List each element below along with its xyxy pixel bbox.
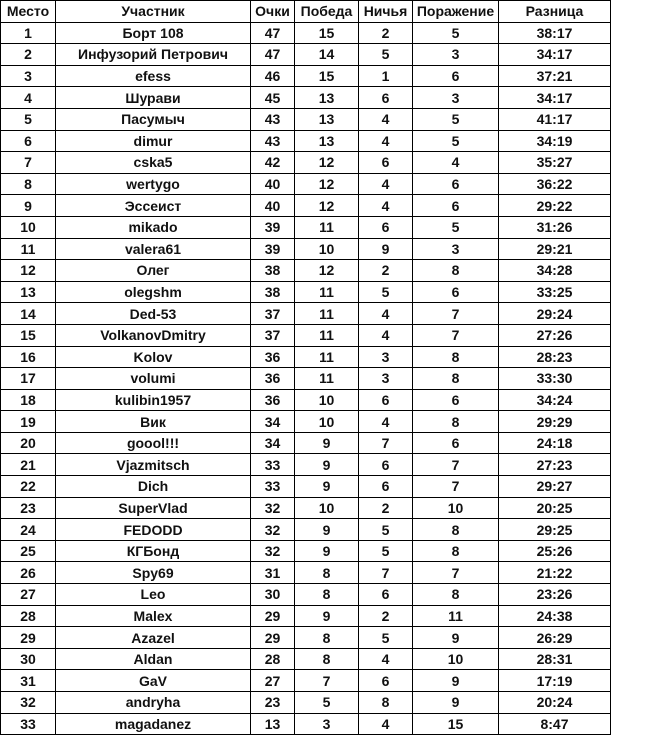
cell-losses: 5: [413, 216, 499, 238]
cell-goal-diff: 34:24: [499, 389, 611, 411]
cell-place: 31: [1, 670, 56, 692]
cell-participant: Leo: [56, 584, 251, 606]
cell-place: 17: [1, 368, 56, 390]
cell-participant: mikado: [56, 216, 251, 238]
cell-points: 46: [251, 65, 295, 87]
cell-draws: 5: [359, 540, 413, 562]
cell-points: 47: [251, 22, 295, 44]
cell-losses: 5: [413, 108, 499, 130]
cell-points: 36: [251, 368, 295, 390]
cell-draws: 2: [359, 260, 413, 282]
cell-losses: 7: [413, 303, 499, 325]
cell-participant: Борт 108: [56, 22, 251, 44]
cell-wins: 8: [295, 562, 359, 584]
cell-losses: 3: [413, 87, 499, 109]
table-row: [1, 497, 611, 519]
table-row: [1, 216, 611, 238]
table-row: [1, 260, 611, 282]
cell-goal-diff: 29:22: [499, 195, 611, 217]
cell-goal-diff: 20:24: [499, 692, 611, 714]
cell-place: 5: [1, 108, 56, 130]
cell-place: 24: [1, 519, 56, 541]
cell-wins: 11: [295, 368, 359, 390]
cell-points: 34: [251, 411, 295, 433]
cell-points: 29: [251, 627, 295, 649]
cell-points: 33: [251, 454, 295, 476]
cell-points: 30: [251, 584, 295, 606]
cell-losses: 3: [413, 238, 499, 260]
cell-wins: 15: [295, 65, 359, 87]
cell-place: 3: [1, 65, 56, 87]
table-row: [1, 584, 611, 606]
cell-place: 25: [1, 540, 56, 562]
cell-draws: 5: [359, 44, 413, 66]
cell-draws: 6: [359, 87, 413, 109]
cell-participant: Malex: [56, 605, 251, 627]
table-row: [1, 22, 611, 44]
table-header: [1, 1, 611, 23]
cell-participant: andryha: [56, 692, 251, 714]
table-row: [1, 87, 611, 109]
cell-points: 38: [251, 281, 295, 303]
cell-draws: 6: [359, 454, 413, 476]
cell-participant: Dich: [56, 476, 251, 498]
cell-participant: Шурави: [56, 87, 251, 109]
cell-participant: GaV: [56, 670, 251, 692]
table-row: [1, 692, 611, 714]
cell-place: 11: [1, 238, 56, 260]
cell-draws: 5: [359, 519, 413, 541]
cell-losses: 7: [413, 454, 499, 476]
cell-participant: efess: [56, 65, 251, 87]
cell-participant: cska5: [56, 152, 251, 174]
cell-points: 37: [251, 303, 295, 325]
cell-losses: 10: [413, 648, 499, 670]
cell-wins: 10: [295, 238, 359, 260]
cell-goal-diff: 28:31: [499, 648, 611, 670]
cell-points: 27: [251, 670, 295, 692]
cell-participant: magadanez: [56, 713, 251, 735]
cell-draws: 6: [359, 389, 413, 411]
cell-participant: Azazel: [56, 627, 251, 649]
cell-losses: 15: [413, 713, 499, 735]
cell-points: 43: [251, 108, 295, 130]
cell-points: 29: [251, 605, 295, 627]
cell-draws: 2: [359, 22, 413, 44]
cell-draws: 4: [359, 130, 413, 152]
cell-place: 23: [1, 497, 56, 519]
cell-draws: 3: [359, 346, 413, 368]
table-row: [1, 670, 611, 692]
table-row: [1, 152, 611, 174]
cell-goal-diff: 34:28: [499, 260, 611, 282]
column-header-participant: Участник: [56, 1, 251, 23]
cell-wins: 8: [295, 584, 359, 606]
cell-wins: 10: [295, 411, 359, 433]
cell-losses: 6: [413, 173, 499, 195]
cell-goal-diff: 23:26: [499, 584, 611, 606]
table-row: [1, 368, 611, 390]
table-row: [1, 454, 611, 476]
cell-points: 47: [251, 44, 295, 66]
cell-wins: 13: [295, 108, 359, 130]
cell-place: 18: [1, 389, 56, 411]
cell-wins: 12: [295, 152, 359, 174]
cell-participant: Ded-53: [56, 303, 251, 325]
cell-points: 36: [251, 389, 295, 411]
cell-losses: 6: [413, 65, 499, 87]
cell-place: 32: [1, 692, 56, 714]
cell-goal-diff: 17:19: [499, 670, 611, 692]
cell-points: 13: [251, 713, 295, 735]
header-row: [1, 1, 611, 23]
cell-draws: 4: [359, 648, 413, 670]
cell-draws: 6: [359, 670, 413, 692]
cell-place: 8: [1, 173, 56, 195]
cell-wins: 11: [295, 324, 359, 346]
cell-draws: 5: [359, 281, 413, 303]
cell-losses: 6: [413, 432, 499, 454]
table-row: [1, 324, 611, 346]
cell-points: 38: [251, 260, 295, 282]
cell-place: 27: [1, 584, 56, 606]
table-row: [1, 411, 611, 433]
cell-place: 7: [1, 152, 56, 174]
cell-participant: olegshm: [56, 281, 251, 303]
cell-goal-diff: 26:29: [499, 627, 611, 649]
cell-participant: Инфузорий Петрович: [56, 44, 251, 66]
cell-place: 1: [1, 22, 56, 44]
cell-place: 30: [1, 648, 56, 670]
cell-losses: 9: [413, 627, 499, 649]
cell-losses: 3: [413, 44, 499, 66]
cell-participant: Вик: [56, 411, 251, 433]
cell-wins: 7: [295, 670, 359, 692]
cell-goal-diff: 29:29: [499, 411, 611, 433]
cell-goal-diff: 27:23: [499, 454, 611, 476]
cell-place: 6: [1, 130, 56, 152]
column-header-wins: Победа: [295, 1, 359, 23]
cell-points: 36: [251, 346, 295, 368]
cell-goal-diff: 33:30: [499, 368, 611, 390]
cell-points: 37: [251, 324, 295, 346]
cell-goal-diff: 38:17: [499, 22, 611, 44]
cell-wins: 11: [295, 303, 359, 325]
cell-place: 16: [1, 346, 56, 368]
cell-draws: 7: [359, 562, 413, 584]
table-row: [1, 476, 611, 498]
cell-wins: 11: [295, 346, 359, 368]
cell-losses: 11: [413, 605, 499, 627]
cell-wins: 12: [295, 195, 359, 217]
column-header-points: Очки: [251, 1, 295, 23]
cell-goal-diff: 29:25: [499, 519, 611, 541]
cell-draws: 4: [359, 195, 413, 217]
cell-participant: Олег: [56, 260, 251, 282]
cell-wins: 14: [295, 44, 359, 66]
cell-goal-diff: 34:19: [499, 130, 611, 152]
column-header-place: Место: [1, 1, 56, 23]
cell-wins: 9: [295, 519, 359, 541]
cell-points: 43: [251, 130, 295, 152]
cell-place: 2: [1, 44, 56, 66]
cell-wins: 10: [295, 389, 359, 411]
cell-place: 29: [1, 627, 56, 649]
cell-place: 12: [1, 260, 56, 282]
cell-draws: 4: [359, 411, 413, 433]
cell-draws: 2: [359, 605, 413, 627]
cell-wins: 8: [295, 627, 359, 649]
cell-goal-diff: 8:47: [499, 713, 611, 735]
cell-losses: 5: [413, 22, 499, 44]
cell-goal-diff: 28:23: [499, 346, 611, 368]
cell-wins: 13: [295, 130, 359, 152]
cell-losses: 9: [413, 692, 499, 714]
cell-goal-diff: 36:22: [499, 173, 611, 195]
table-row: [1, 238, 611, 260]
cell-goal-diff: 35:27: [499, 152, 611, 174]
cell-losses: 8: [413, 346, 499, 368]
table-row: [1, 195, 611, 217]
cell-goal-diff: 24:18: [499, 432, 611, 454]
column-header-losses: Поражение: [413, 1, 499, 23]
cell-draws: 9: [359, 238, 413, 260]
table-row: [1, 605, 611, 627]
cell-points: 45: [251, 87, 295, 109]
cell-wins: 15: [295, 22, 359, 44]
table-body: [1, 22, 611, 735]
cell-losses: 5: [413, 130, 499, 152]
cell-points: 40: [251, 173, 295, 195]
cell-losses: 8: [413, 519, 499, 541]
cell-draws: 6: [359, 216, 413, 238]
cell-wins: 9: [295, 476, 359, 498]
cell-points: 42: [251, 152, 295, 174]
cell-participant: VolkanovDmitry: [56, 324, 251, 346]
cell-draws: 6: [359, 152, 413, 174]
cell-draws: 4: [359, 324, 413, 346]
cell-draws: 4: [359, 173, 413, 195]
cell-place: 21: [1, 454, 56, 476]
cell-draws: 5: [359, 627, 413, 649]
cell-losses: 9: [413, 670, 499, 692]
cell-losses: 8: [413, 260, 499, 282]
cell-wins: 12: [295, 173, 359, 195]
cell-points: 32: [251, 540, 295, 562]
cell-participant: Spy69: [56, 562, 251, 584]
cell-draws: 6: [359, 584, 413, 606]
table-row: [1, 519, 611, 541]
cell-draws: 2: [359, 497, 413, 519]
table-row: [1, 44, 611, 66]
cell-participant: Aldan: [56, 648, 251, 670]
cell-draws: 3: [359, 368, 413, 390]
cell-points: 33: [251, 476, 295, 498]
table-row: [1, 346, 611, 368]
cell-wins: 3: [295, 713, 359, 735]
cell-draws: 1: [359, 65, 413, 87]
cell-wins: 9: [295, 454, 359, 476]
table-row: [1, 303, 611, 325]
cell-place: 15: [1, 324, 56, 346]
cell-goal-diff: 24:38: [499, 605, 611, 627]
cell-place: 4: [1, 87, 56, 109]
cell-goal-diff: 27:26: [499, 324, 611, 346]
table-row: [1, 130, 611, 152]
cell-points: 23: [251, 692, 295, 714]
cell-points: 31: [251, 562, 295, 584]
table-row: [1, 627, 611, 649]
cell-losses: 8: [413, 368, 499, 390]
cell-place: 22: [1, 476, 56, 498]
cell-goal-diff: 41:17: [499, 108, 611, 130]
cell-participant: goool!!!: [56, 432, 251, 454]
cell-wins: 9: [295, 432, 359, 454]
cell-wins: 5: [295, 692, 359, 714]
cell-draws: 6: [359, 476, 413, 498]
cell-wins: 9: [295, 540, 359, 562]
cell-participant: Эссеист: [56, 195, 251, 217]
table-row: [1, 173, 611, 195]
table-row: [1, 65, 611, 87]
cell-place: 14: [1, 303, 56, 325]
cell-place: 28: [1, 605, 56, 627]
cell-losses: 6: [413, 195, 499, 217]
cell-goal-diff: 20:25: [499, 497, 611, 519]
cell-participant: volumi: [56, 368, 251, 390]
cell-participant: wertygo: [56, 173, 251, 195]
cell-points: 32: [251, 519, 295, 541]
cell-losses: 8: [413, 540, 499, 562]
cell-points: 34: [251, 432, 295, 454]
cell-losses: 8: [413, 411, 499, 433]
cell-points: 39: [251, 216, 295, 238]
cell-goal-diff: 21:22: [499, 562, 611, 584]
cell-participant: КГБонд: [56, 540, 251, 562]
cell-wins: 13: [295, 87, 359, 109]
table-row: [1, 648, 611, 670]
cell-goal-diff: 29:24: [499, 303, 611, 325]
cell-losses: 8: [413, 584, 499, 606]
cell-place: 19: [1, 411, 56, 433]
cell-participant: dimur: [56, 130, 251, 152]
cell-losses: 4: [413, 152, 499, 174]
cell-points: 28: [251, 648, 295, 670]
table-row: [1, 713, 611, 735]
cell-wins: 11: [295, 216, 359, 238]
table-row: [1, 540, 611, 562]
cell-participant: Vjazmitsch: [56, 454, 251, 476]
cell-place: 26: [1, 562, 56, 584]
cell-losses: 6: [413, 389, 499, 411]
cell-participant: Kolov: [56, 346, 251, 368]
cell-place: 13: [1, 281, 56, 303]
cell-participant: SuperVlad: [56, 497, 251, 519]
cell-participant: valera61: [56, 238, 251, 260]
table-row: [1, 389, 611, 411]
cell-points: 32: [251, 497, 295, 519]
cell-place: 10: [1, 216, 56, 238]
cell-points: 40: [251, 195, 295, 217]
cell-goal-diff: 29:27: [499, 476, 611, 498]
cell-draws: 7: [359, 432, 413, 454]
cell-points: 39: [251, 238, 295, 260]
cell-goal-diff: 37:21: [499, 65, 611, 87]
cell-goal-diff: 34:17: [499, 87, 611, 109]
cell-goal-diff: 25:26: [499, 540, 611, 562]
table-row: [1, 281, 611, 303]
cell-wins: 9: [295, 605, 359, 627]
cell-goal-diff: 34:17: [499, 44, 611, 66]
cell-participant: kulibin1957: [56, 389, 251, 411]
cell-place: 33: [1, 713, 56, 735]
cell-losses: 7: [413, 562, 499, 584]
cell-draws: 4: [359, 713, 413, 735]
cell-wins: 12: [295, 260, 359, 282]
cell-participant: FEDODD: [56, 519, 251, 541]
table-row: [1, 432, 611, 454]
cell-wins: 8: [295, 648, 359, 670]
cell-draws: 4: [359, 108, 413, 130]
cell-losses: 7: [413, 324, 499, 346]
cell-draws: 8: [359, 692, 413, 714]
cell-place: 9: [1, 195, 56, 217]
cell-participant: Пасумыч: [56, 108, 251, 130]
cell-wins: 10: [295, 497, 359, 519]
column-header-draws: Ничья: [359, 1, 413, 23]
cell-goal-diff: 29:21: [499, 238, 611, 260]
cell-goal-diff: 31:26: [499, 216, 611, 238]
cell-losses: 10: [413, 497, 499, 519]
table-row: [1, 108, 611, 130]
cell-goal-diff: 33:25: [499, 281, 611, 303]
column-header-goal-diff: Разница: [499, 1, 611, 23]
table-row: [1, 562, 611, 584]
cell-place: 20: [1, 432, 56, 454]
cell-wins: 11: [295, 281, 359, 303]
cell-losses: 7: [413, 476, 499, 498]
cell-draws: 4: [359, 303, 413, 325]
cell-losses: 6: [413, 281, 499, 303]
